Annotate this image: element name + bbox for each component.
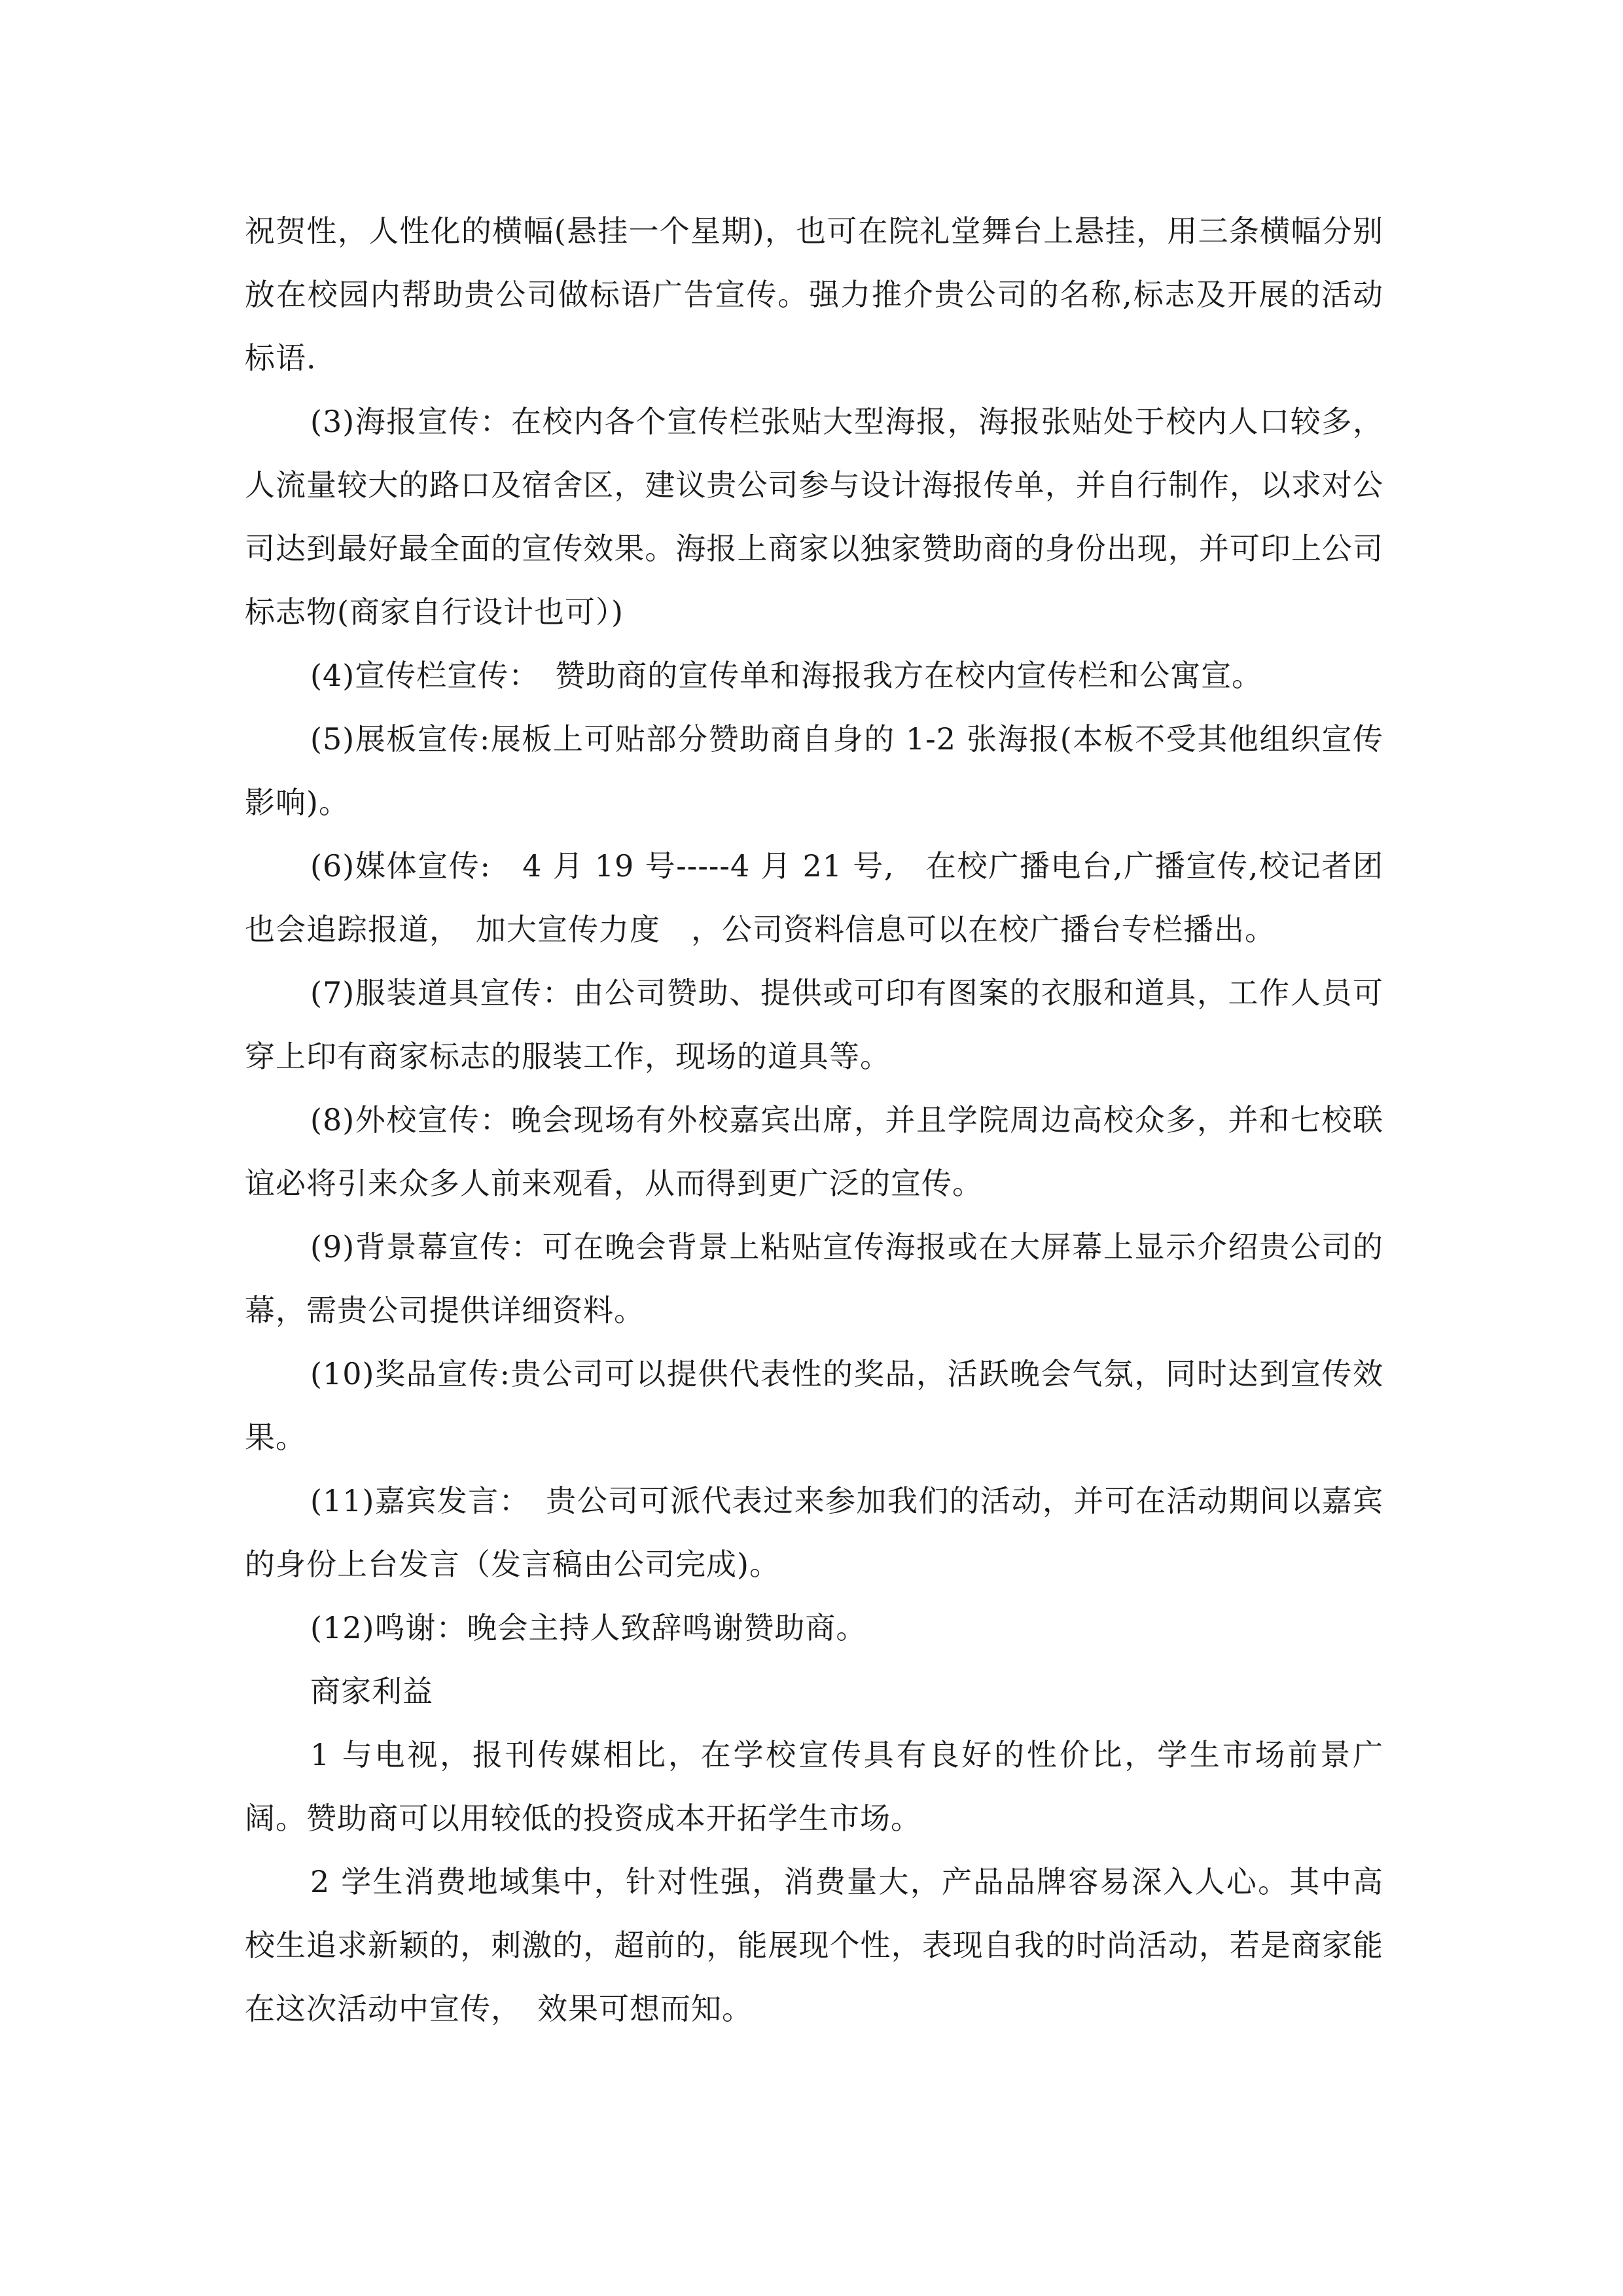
paragraph-benefit-1: 1 与电视，报刊传媒相比，在学校宣传具有良好的性价比，学生市场前景广阔。赞助商可以用较低的投资成本开拓学生市场。 <box>245 1737 1383 1836</box>
paragraph-banner-continuation: 祝贺性，人性化的横幅(悬挂一个星期)，也可在院礼堂舞台上悬挂，用三条横幅分别放在校园内帮助贵公司做标语广告宣传。强力推介贵公司的名称,标志及开展的活动标语. <box>245 213 1383 376</box>
paragraph-acknowledgement: (12)鸣谢：晚会主持人致辞鸣谢赞助商。 <box>310 1610 867 1645</box>
paragraph-benefit-2: 2 学生消费地域集中，针对性强，消费量大，产品品牌容易深入人心。其中高校生追求新颖的，刺激的，超前的，能展现个性，表现自我的时尚活动，若是商家能在这次活动中宣传， 效果可想而知。 <box>245 1864 1383 2026</box>
section-heading-merchant-benefits: 商家利益 <box>310 1674 433 1709</box>
paragraph-display-board-promotion: (5)展板宣传:展板上可贴部分赞助商自身的 1-2 张海报(本板不受其他组织宣传影响)。 <box>245 721 1383 820</box>
paragraph-costume-props-promotion: (7)服装道具宣传：由公司赞助、提供或可印有图案的衣服和道具，工作人员可穿上印有商家标志的服装工作，现场的道具等。 <box>245 975 1383 1074</box>
paragraph-prize-promotion: (10)奖品宣传:贵公司可以提供代表性的奖品，活跃晚会气氛，同时达到宣传效果。 <box>245 1356 1383 1455</box>
document-body <box>245 200 1383 2041</box>
paragraph-bulletin-board-promotion: (4)宣传栏宣传： 赞助商的宣传单和海报我方在校内宣传栏和公寓宣。 <box>310 658 1263 693</box>
paragraph-poster-promotion: (3)海报宣传：在校内各个宣传栏张贴大型海报，海报张贴处于校内人口较多，人流量较大的路口及宿舍区，建议贵公司参与设计海报传单，并自行制作，以求对公司达到最好最全面的宣传效果。海报上商家以独家赞助商的身份出现，并可印上公司标志物(商家自行设计也可）) <box>245 404 1383 630</box>
paragraph-external-school-promotion: (8)外校宣传：晚会现场有外校嘉宾出席，并且学院周边高校众多，并和七校联谊必将引来众多人前来观看，从而得到更广泛的宣传。 <box>245 1102 1383 1201</box>
paragraph-guest-speech: (11)嘉宾发言： 贵公司可派代表过来参加我们的活动，并可在活动期间以嘉宾的身份上台发言（发言稿由公司完成)。 <box>245 1483 1383 1582</box>
paragraph-media-promotion: (6)媒体宣传: 4 月 19 号-----4 月 21 号, 在校广播电台,广播宣传,校记者团也会追踪报道， 加大宣传力度 ，公司资料信息可以在校广播台专栏播出。 <box>245 848 1383 947</box>
paragraph-backdrop-promotion: (9)背景幕宣传：可在晚会背景上粘贴宣传海报或在大屏幕上显示介绍贵公司的幕，需贵公司提供详细资料。 <box>245 1229 1383 1328</box>
